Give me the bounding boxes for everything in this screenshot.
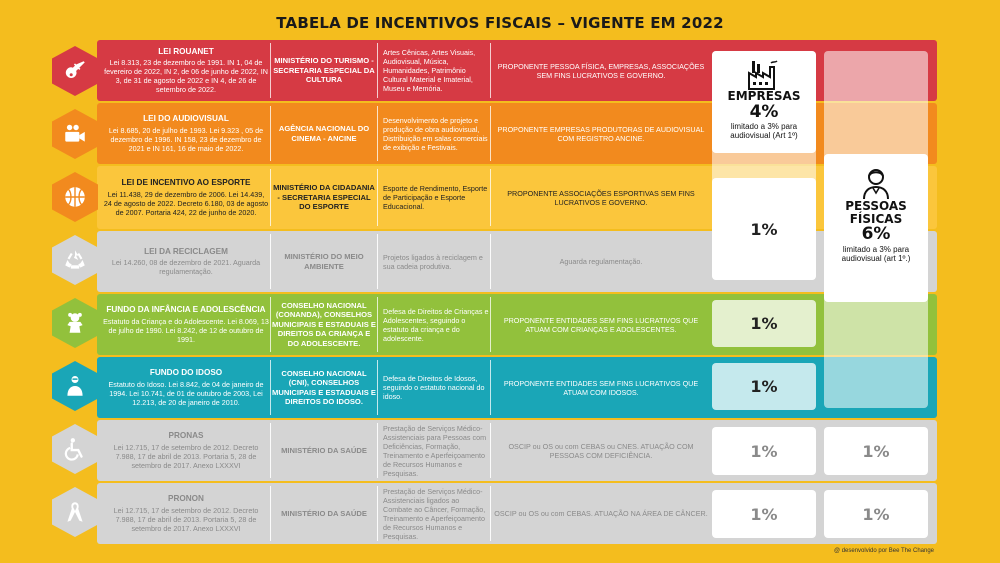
elderly-person-icon	[52, 361, 98, 411]
wheelchair-icon	[52, 424, 98, 474]
areas: Esporte de Rendimento, Esporte de Participação e Esporte Educacional.	[383, 184, 488, 211]
law-name: LEI ROUANET	[158, 46, 214, 56]
law-details: Lei 14.260, 08 de dezembro de 2021. Aguarda regulamentação.	[111, 258, 261, 277]
proponents: PROPONENTE ASSOCIAÇÕES ESPORTIVAS SEM FINS LUCRATIVOS E GOVERNO.	[507, 188, 695, 207]
proponents: PROPONENTE ENTIDADES SEM FINS LUCRATIVOS QUE ATUAM COM CRIANÇAS E ADOLESCENTES.	[503, 315, 699, 334]
areas: Defesa de Direitos de Crianças e Adolescentes, seguindo o estatuto da criança e do adolescente.	[383, 306, 489, 343]
company-pct-pronon: 1%	[750, 504, 778, 524]
person-pct-pronas: 1%	[862, 441, 890, 461]
company-pct-infancia: 1%	[750, 314, 778, 333]
video-camera-icon	[52, 109, 98, 159]
child-icon	[52, 298, 98, 348]
agency: MINISTÉRIO DO MEIO AMBIENTE	[284, 252, 364, 271]
law-details: Lei 8.313, 23 de dezembro de 1991. IN 1, 04 de fevereiro de 2022, IN 2, de 06 de junho de 2022, IN 3, de 31 de agosto de 2022 e IN 4, de 26 de setembro de 2022.	[104, 58, 268, 95]
areas: Prestação de Serviços Médico-Assistenciais para Pessoas com Deficiências, Formação, Treinamento e Aperfeiçoamento de Recursos Humanos e Pesquisas.	[383, 423, 487, 478]
empresas-card	[712, 58, 816, 141]
law-name: LEI DO AUDIOVISUAL	[143, 114, 229, 124]
company-pct-pronas: 1%	[750, 441, 778, 461]
areas: Defesa de Direitos de Idosos, seguindo o estatuto nacional do idoso.	[383, 374, 485, 401]
pessoas-pct: 6%	[861, 224, 891, 245]
cancer-ribbon-icon	[52, 487, 98, 537]
law-name: LEI DA RECICLAGEM	[144, 246, 228, 256]
pessoas-note: limitado a 3% para audiovisual (art 1º.)	[841, 244, 911, 264]
law-name: FUNDO DO IDOSO	[149, 368, 223, 378]
areas: Prestação de Serviços Médico-Assistenciais ligados ao Combate ao Câncer, Formação, Treinamento e Aperfeiçoamento de Recursos Humanos e Pesquisas.	[383, 486, 486, 541]
law-details: Lei 12.715, 17 de setembro de 2012. Decreto 7.988, 17 de abril de 2013. Portaria 5, 28 de setembro de 2017. Anexo LXXXVI	[113, 505, 259, 533]
person-pct-pronon: 1%	[862, 504, 890, 524]
proponents: Aguarda regulamentação.	[559, 257, 643, 266]
credit-text: @ desenvolvido por Bee The Change	[833, 548, 934, 554]
areas: Desenvolvimento de projeto e produção de obra audiovisual, Distribuição em salas comerciais de exibição e Festivais.	[383, 115, 488, 152]
law-name: FUNDO DA INFÂNCIA E ADOLESCÊNCIA	[106, 305, 266, 315]
proponents: PROPONENTE EMPRESAS PRODUTORAS DE AUDIOVISUAL COM REGISTRO ANCINE.	[497, 124, 705, 143]
company-pct-idoso: 1%	[750, 377, 778, 396]
areas: Artes Cênicas, Artes Visuais, Audiovisual, Música, Humanidades, Patrimônio Cultural Material e Imaterial, Museu e Memória.	[383, 48, 476, 93]
basketball-icon	[52, 172, 98, 222]
law-details: Lei 11.438, 29 de dezembro de 2006. Lei 14.439, 24 de agosto de 2022. Decreto 6.180, 03 de agosto de 2007. Portaria 424, 22 de junho de 2020.	[103, 189, 269, 217]
pessoas-label: PESSOAS FÍSICAS	[845, 199, 907, 226]
law-details: Lei 8.685, 20 de julho de 1993. Lei 9.323 , 05 de dezembro de 1996. IN 158, 23 de dezembro de 2021 e IN 161, 16 de maio de 2022.	[108, 125, 264, 153]
empresas-pct: 4%	[749, 101, 779, 122]
law-details: Estatuto da Criança e do Adolescente. Lei 8.069, 13 de julho de 1990. Lei 8.242, de 12 de outubro de 1991.	[103, 316, 269, 344]
proponents: OSCIP ou OS ou com CEBAS ou CNES. ATUAÇÃO COM PESSOAS COM DEFICIÊNCIA.	[508, 441, 694, 460]
proponents: PROPONENTE ENTIDADES SEM FINS LUCRATIVOS QUE ATUAM COM IDOSOS.	[503, 378, 699, 397]
empresas-note: limitado a 3% para audiovisual (Art 1º)	[730, 122, 798, 141]
pessoas-card	[824, 166, 928, 263]
shared-company-pct: 1%	[750, 219, 778, 239]
agency: MINISTÉRIO DO TURISMO - SECRETARIA ESPECIAL DA CULTURA	[273, 56, 375, 85]
factory-icon	[747, 58, 781, 90]
law-name: LEI DE INCENTIVO AO ESPORTE	[121, 178, 251, 188]
person-icon	[861, 166, 891, 200]
law-details: Lei 12.715, 17 de setembro de 2012. Decreto 7.988, 17 de abril de 2013. Portaria 5, 28 de setembro de 2017. Anexo LXXXVI	[113, 442, 259, 470]
law-name: PRONAS	[168, 431, 204, 441]
law-details: Estatuto do Idoso. Lei 8.842, de 04 de janeiro de 1994. Lei 10.741, de 01 de outubro de 2003, Lei 12.213, de 20 de janeiro de 2010.	[108, 379, 264, 407]
agency: MINISTÉRIO DA CIDADANIA - SECRETARIA ESPECIAL DO ESPORTE	[273, 183, 375, 212]
proponents: OSCIP ou OS ou com CEBAS. ATUAÇÃO NA ÁREA DE CÂNCER.	[494, 509, 708, 518]
recycle-icon	[52, 235, 98, 285]
areas: Projetos ligados à reciclagem e sua cadeia produtiva.	[383, 252, 483, 271]
agency: MINISTÉRIO DA SAÚDE	[281, 508, 367, 518]
guitar-icon	[52, 46, 98, 96]
empresas-label: EMPRESAS	[727, 89, 801, 103]
agency: CONSELHO NACIONAL (CONANDA), CONSELHOS MUNICIPAIS E ESTADUAIS E DIREITOS DA CRIANÇA E DO ADOLESCENTE.	[272, 300, 376, 348]
page-title: TABELA DE INCENTIVOS FISCAIS – VIGENTE EM 2022	[276, 14, 724, 32]
agency: MINISTÉRIO DA SAÚDE	[281, 445, 367, 455]
agency: AGÊNCIA NACIONAL DO CINEMA - ANCINE	[278, 124, 370, 143]
proponents: PROPONENTE PESSOA FÍSICA, EMPRESAS, ASSOCIAÇÕES SEM FINS LUCRATIVOS E GOVERNO.	[497, 61, 705, 80]
agency: CONSELHO NACIONAL (CNI), CONSELHOS MUNICIPAIS E ESTADUAIS E DIREITOS DO IDOSO.	[272, 368, 376, 406]
law-name: PRONON	[168, 494, 204, 504]
